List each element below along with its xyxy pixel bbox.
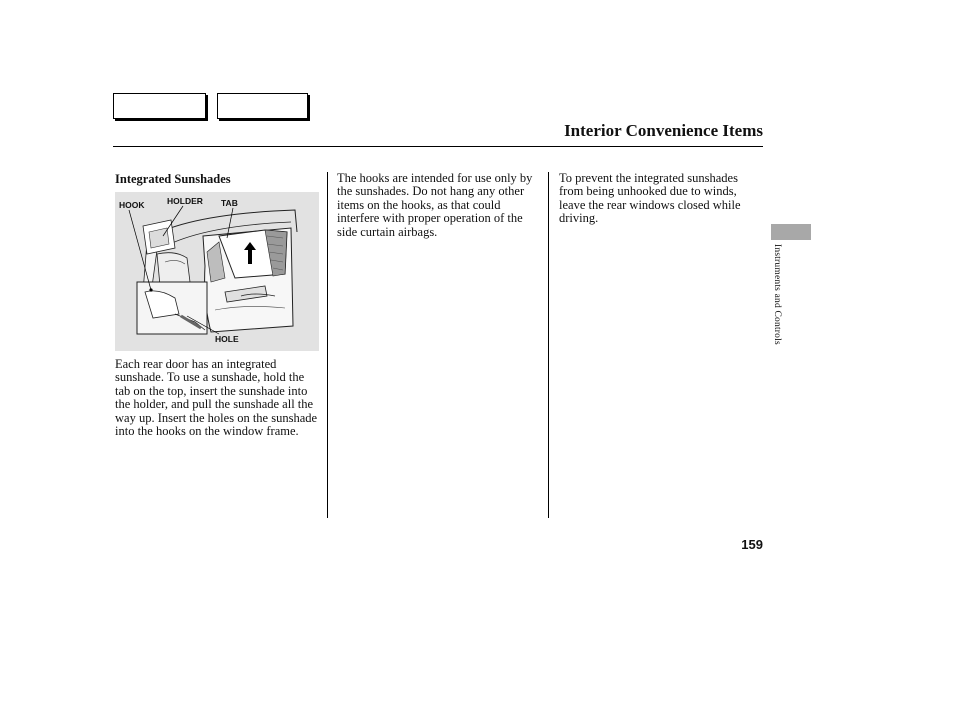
column-divider	[327, 172, 328, 518]
callout-tab: TAB	[221, 198, 238, 208]
chapter-label: Instruments and Controls	[772, 244, 782, 345]
sunshade-illustration	[115, 192, 319, 351]
body-text-column-1: Each rear door has an integrated sunshade. To use a sunshade, hold the tab on the top, insert the sunshade into the holder, and pull the sunshade all the way up. Insert the holes on the sunshade into the hooks on the window frame.	[115, 357, 318, 439]
page-title: Interior Convenience Items	[564, 121, 763, 140]
rear-door-drawing	[115, 192, 319, 351]
callout-holder: HOLDER	[167, 196, 203, 206]
title-divider	[113, 146, 763, 147]
nav-button-table-of-contents[interactable]	[217, 93, 308, 119]
chapter-thumb-tab[interactable]	[771, 224, 811, 240]
body-text-column-3: To prevent the integrated sunshades from being unhooked due to winds, leave the rear windows closed while driving.	[559, 171, 741, 226]
callout-hook: HOOK	[119, 200, 145, 210]
section-heading: Integrated Sunshades	[115, 172, 231, 186]
body-text-column-2: The hooks are intended for use only by the sunshades. Do not hang any other items on the hooks, as that could interfere with proper operation of the side curtain airbags.	[337, 171, 533, 239]
page-number: 159	[741, 537, 763, 552]
callout-hole: HOLE	[215, 334, 239, 344]
column-divider	[548, 172, 549, 518]
nav-button-main-menu[interactable]	[113, 93, 206, 119]
